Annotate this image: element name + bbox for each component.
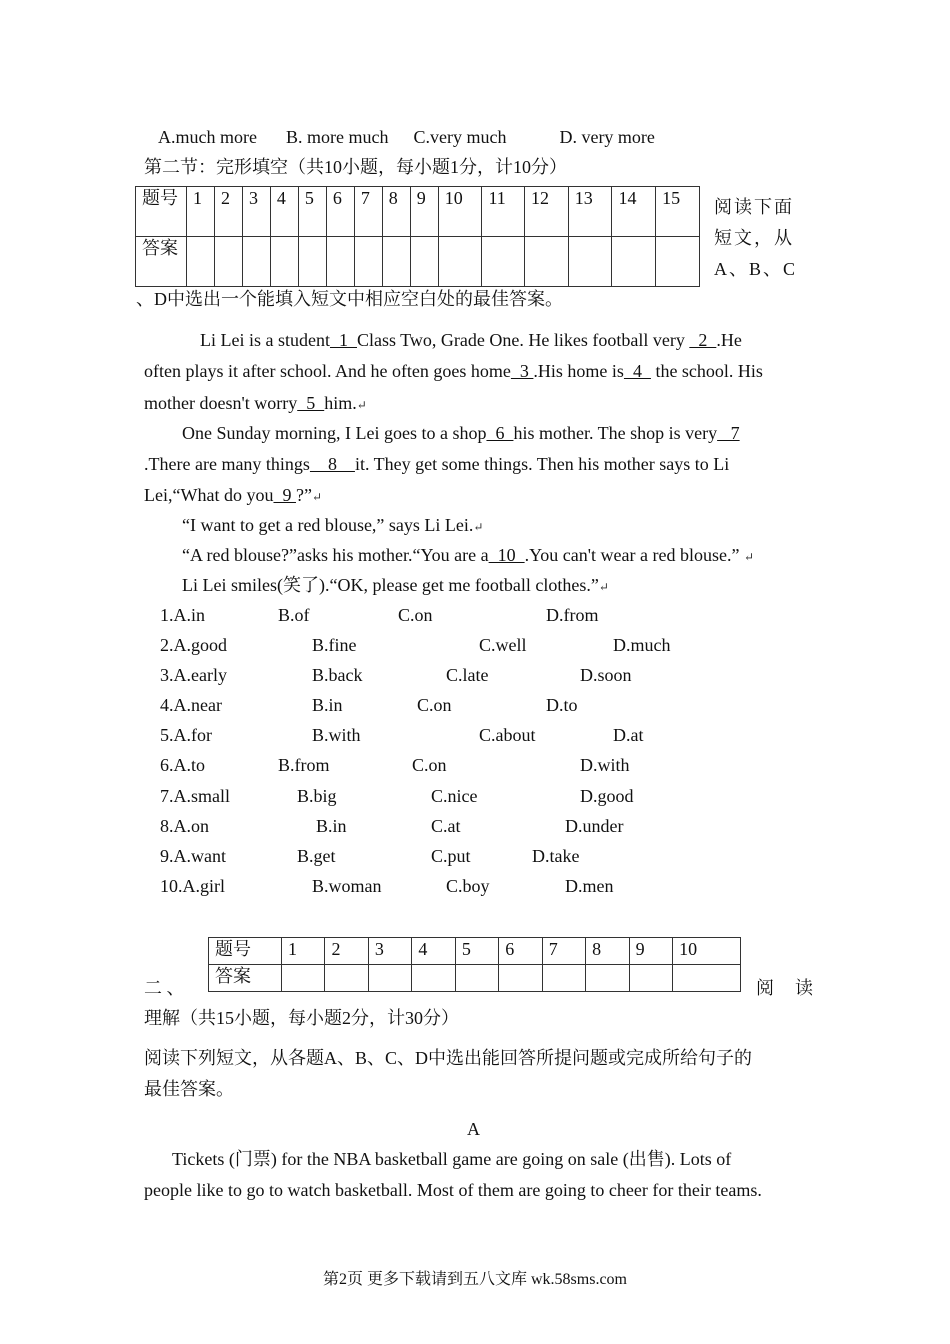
option: C.nice	[431, 786, 478, 806]
side-text-2: 短文，从	[714, 228, 794, 248]
row-label-answer: 答案	[209, 965, 282, 992]
answer-cell[interactable]	[298, 237, 326, 287]
passage-line-3	[144, 391, 367, 417]
option: B.big	[297, 786, 337, 806]
option: 8.A.on	[160, 816, 209, 836]
number-cell: 6	[499, 938, 542, 965]
option-d: D. very more	[559, 127, 655, 147]
text: “I want to get a red blouse,” says Li Lei.	[182, 515, 474, 535]
reading-instruction-2: 最佳答案。	[144, 1079, 234, 1099]
option: D.with	[580, 755, 630, 775]
passage-line-7	[182, 513, 483, 539]
option: D.much	[613, 635, 671, 655]
number-cell: 1	[282, 938, 325, 965]
text: Class Two, Grade One. He likes football very	[356, 330, 690, 350]
blank-5: 5	[297, 393, 325, 413]
passage-a-line-2: people like to go to watch basketball. Most of them are going to cheer for their teams.	[144, 1180, 762, 1200]
answer-cell[interactable]	[326, 237, 354, 287]
number-cell: 11	[482, 187, 525, 237]
passage-heading: A	[467, 1119, 480, 1139]
number-cell: 13	[568, 187, 612, 237]
blank-1: 1	[329, 330, 357, 350]
option: 6.A.to	[160, 755, 205, 775]
blank-9: 9	[273, 485, 296, 505]
text: often plays it after school. And he often goes home	[144, 361, 511, 381]
number-cell: 12	[525, 187, 569, 237]
option: C.well	[479, 635, 527, 655]
text: .There are many things	[144, 454, 310, 474]
text: One Sunday morning, I Lei goes to a shop	[182, 423, 487, 443]
answer-cell[interactable]	[656, 237, 700, 287]
option: 10.A.girl	[160, 876, 225, 896]
option: D.soon	[580, 665, 632, 685]
text: it. They get some things. Then his mother says to Li	[354, 454, 730, 474]
text: ?”	[295, 485, 312, 505]
number-cell: 9	[629, 938, 672, 965]
option: C.late	[446, 665, 489, 685]
option: B.fine	[312, 635, 357, 655]
page-footer: 第2页 更多下载请到五八文库 wk.58sms.com	[322, 1271, 627, 1288]
blank-4: 4	[623, 361, 651, 381]
text: his mother. The shop is very	[513, 423, 718, 443]
answer-cell[interactable]	[187, 237, 215, 287]
answer-cell[interactable]	[242, 237, 270, 287]
paragraph-mark-icon: ↵	[743, 550, 755, 564]
answer-cell[interactable]	[412, 965, 455, 992]
passage-line-1	[200, 328, 742, 352]
answer-cell[interactable]	[525, 237, 569, 287]
option: 7.A.small	[160, 786, 230, 806]
option: B.get	[297, 846, 336, 866]
passage-a-line-1: Tickets (门票) for the NBA basketball game are going on sale (出售). Lots of	[172, 1149, 732, 1169]
option: C.on	[412, 755, 447, 775]
number-cell: 5	[455, 938, 498, 965]
answer-cell[interactable]	[586, 965, 629, 992]
number-cell: 10	[673, 938, 741, 965]
answer-cell[interactable]	[270, 237, 298, 287]
answer-cell[interactable]	[612, 237, 656, 287]
number-cell: 10	[438, 187, 482, 237]
number-cell: 8	[382, 187, 410, 237]
option: D.good	[580, 786, 634, 806]
answer-cell[interactable]	[629, 965, 672, 992]
option: 5.A.for	[160, 725, 212, 745]
answer-cell[interactable]	[354, 237, 382, 287]
option: B.with	[312, 725, 361, 745]
option: 1.A.in	[160, 605, 205, 625]
number-cell: 6	[326, 187, 354, 237]
answer-cell[interactable]	[455, 965, 498, 992]
passage-line-6	[144, 483, 322, 509]
option: D.take	[532, 846, 580, 866]
option: B.back	[312, 665, 363, 685]
answer-cell[interactable]	[282, 965, 325, 992]
option: C.put	[431, 846, 471, 866]
blank-10: 10	[488, 545, 525, 565]
side-text-3: A、B、C	[714, 259, 798, 279]
number-cell: 7	[542, 938, 585, 965]
text: mother doesn't worry	[144, 393, 298, 413]
paragraph-mark-icon: ↵	[473, 520, 484, 534]
instruction-continuation: 、D中选出一个能填入短文中相应空白处的最佳答案。	[136, 289, 563, 309]
top-options-line	[158, 125, 655, 149]
option: 9.A.want	[160, 846, 226, 866]
number-cell: 4	[270, 187, 298, 237]
option: 2.A.good	[160, 635, 227, 655]
answer-cell[interactable]	[410, 237, 438, 287]
text: Li Lei smiles(笑了).“OK, please get me football clothes.”	[182, 575, 599, 595]
blank-3: 3	[510, 361, 534, 381]
option: D.under	[565, 816, 624, 836]
row-label-number: 题号	[136, 187, 187, 237]
option: C.on	[417, 695, 452, 715]
text: .He	[716, 330, 742, 350]
number-cell: 8	[586, 938, 629, 965]
reading-prefix: 二 、	[144, 978, 185, 998]
answer-cell[interactable]	[568, 237, 612, 287]
answer-cell[interactable]	[673, 965, 741, 992]
answer-cell[interactable]	[325, 965, 368, 992]
text: the school. His	[650, 361, 763, 381]
number-cell: 14	[612, 187, 656, 237]
text: “A red blouse?”asks his mother.“You are a	[182, 545, 489, 565]
text: him.	[324, 393, 357, 413]
option-a: A.much more	[158, 127, 257, 147]
option: C.boy	[446, 876, 490, 896]
reading-side: 阅 读	[756, 978, 817, 998]
text: Lei,“What do you	[144, 485, 274, 505]
blank-6: 6	[486, 423, 514, 443]
option: B.of	[278, 605, 310, 625]
option: B.in	[312, 695, 343, 715]
answer-cell[interactable]	[214, 237, 242, 287]
option: 3.A.early	[160, 665, 227, 685]
passage-line-5	[144, 452, 729, 476]
text: Li Lei is a student	[200, 330, 330, 350]
paragraph-mark-icon: ↵	[356, 398, 367, 412]
number-cell: 7	[354, 187, 382, 237]
section2-title: 第二节：完形填空（共10小题，每小题1分，计10分）	[144, 157, 567, 177]
answer-cell[interactable]	[499, 965, 542, 992]
number-cell: 9	[410, 187, 438, 237]
option-c: C.very much	[413, 127, 507, 147]
option: D.at	[613, 725, 644, 745]
paragraph-mark-icon: ↵	[311, 490, 323, 504]
option: D.to	[546, 695, 578, 715]
reading-instruction-1: 阅读下列短文，从各题A、B、C、D中选出能回答所提问题或完成所给句子的	[144, 1048, 753, 1068]
passage-line-9	[182, 573, 609, 599]
option-b: B. more much	[285, 127, 389, 147]
number-cell: 5	[298, 187, 326, 237]
passage-line-8	[182, 543, 754, 569]
reading-title: 理解（共15小题，每小题2分，计30分）	[144, 1008, 459, 1028]
text: .You can't wear a red blouse.”	[524, 545, 744, 565]
blank-8: 8	[309, 454, 355, 474]
blank-2: 2	[689, 330, 717, 350]
option: 4.A.near	[160, 695, 222, 715]
answer-cell[interactable]	[382, 237, 410, 287]
option: B.in	[316, 816, 347, 836]
blank-7: 7	[717, 423, 740, 443]
option: D.men	[565, 876, 614, 896]
option: C.about	[479, 725, 536, 745]
answer-cell[interactable]	[368, 965, 411, 992]
passage-line-2	[144, 359, 763, 383]
row-label-number: 题号	[209, 938, 282, 965]
paragraph-mark-icon: ↵	[598, 580, 609, 594]
text: .His home is	[533, 361, 624, 381]
answer-table-1	[135, 186, 700, 287]
passage-line-4	[182, 421, 740, 445]
number-cell: 3	[242, 187, 270, 237]
side-instruction	[714, 192, 808, 285]
answer-cell[interactable]	[438, 237, 482, 287]
option: B.from	[278, 755, 330, 775]
number-cell: 4	[412, 938, 455, 965]
option: C.at	[431, 816, 461, 836]
side-text-1: 阅读下面	[714, 197, 794, 217]
number-cell: 3	[368, 938, 411, 965]
row-label-answer: 答案	[136, 237, 187, 287]
number-cell: 2	[214, 187, 242, 237]
number-cell: 15	[656, 187, 700, 237]
option: B.woman	[312, 876, 382, 896]
option: D.from	[546, 605, 599, 625]
answer-table-2	[208, 937, 741, 992]
number-cell: 2	[325, 938, 368, 965]
number-cell: 1	[187, 187, 215, 237]
answer-cell[interactable]	[482, 237, 525, 287]
option: C.on	[398, 605, 433, 625]
answer-cell[interactable]	[542, 965, 585, 992]
